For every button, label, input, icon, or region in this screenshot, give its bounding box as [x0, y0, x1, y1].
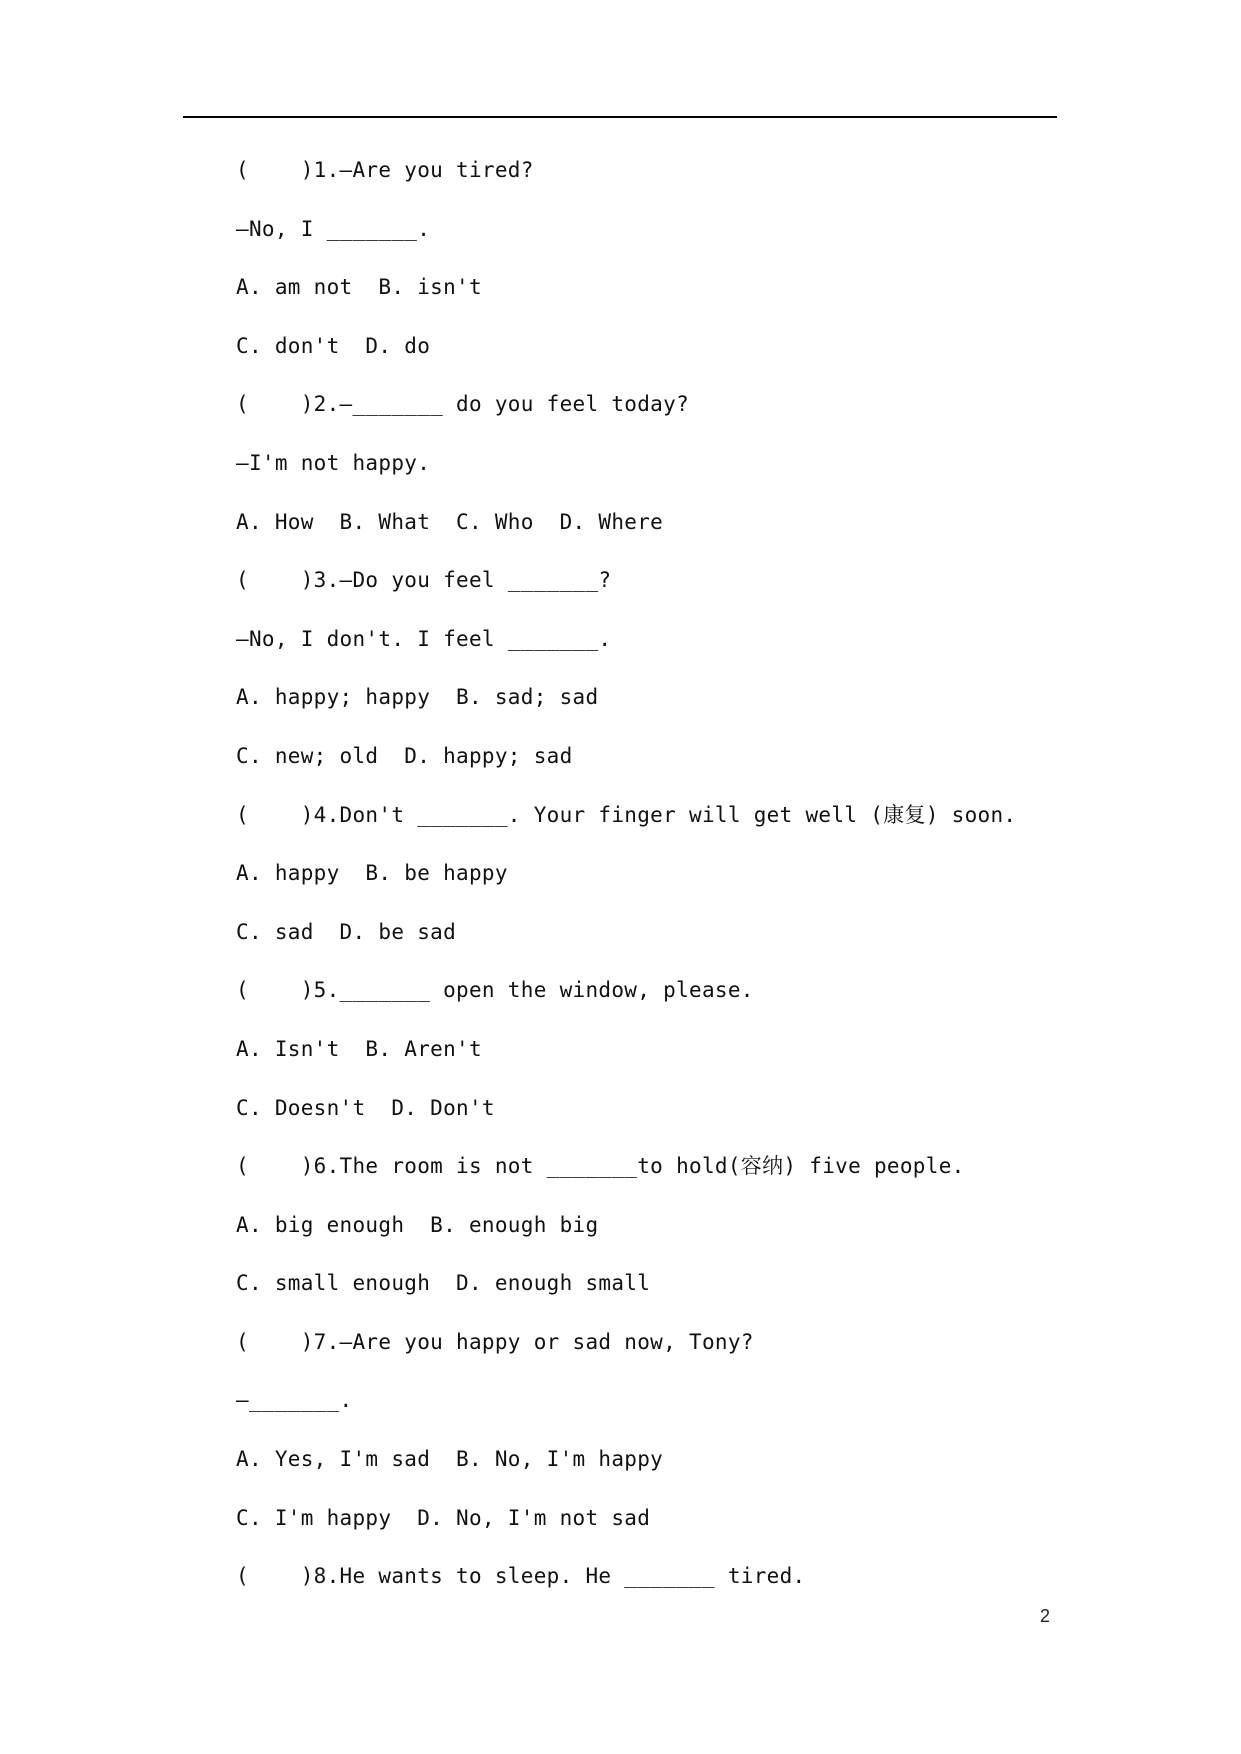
question-4-options-ab: A. happy B. be happy [236, 861, 508, 886]
question-3-response: —No, I don't. I feel _______. [236, 626, 612, 651]
question-1-options-cd: C. don't D. do [236, 333, 431, 358]
page-number: 2 [1040, 1606, 1051, 1626]
question-2-response: —I'm not happy. [236, 450, 431, 475]
worksheet-content [236, 150, 1076, 1615]
question-7-stem: ( )7.—Are you happy or sad now, Tony? [236, 1329, 754, 1354]
question-2-options: A. How B. What C. Who D. Where [236, 509, 664, 534]
question-8-stem: ( )8.He wants to sleep. He _______ tired. [236, 1564, 806, 1589]
question-2-stem: ( )2.—_______ do you feel today? [236, 392, 690, 417]
header-rule [183, 116, 1057, 118]
question-4-stem: ( )4.Don't _______. Your finger will get well (康复) soon. [236, 802, 1017, 827]
question-3-options-ab: A. happy; happy B. sad; sad [236, 685, 599, 710]
question-1-stem: ( )1.—Are you tired? [236, 158, 534, 182]
question-7-response: —_______. [236, 1388, 353, 1413]
question-5-stem: ( )5._______ open the window, please. [236, 978, 754, 1003]
question-6-options-cd: C. small enough D. enough small [236, 1271, 651, 1296]
question-1-response: —No, I _______. [236, 216, 431, 241]
question-7-options-cd: C. I'm happy D. No, I'm not sad [236, 1505, 651, 1530]
question-1-options-ab: A. am not B. isn't [236, 275, 482, 300]
question-4-options-cd: C. sad D. be sad [236, 919, 457, 944]
question-6-options-ab: A. big enough B. enough big [236, 1212, 599, 1237]
question-3-stem: ( )3.—Do you feel _______? [236, 568, 612, 593]
question-6-stem: ( )6.The room is not _______to hold(容纳) five people. [236, 1154, 965, 1179]
question-5-options-ab: A. Isn't B. Aren't [236, 1036, 482, 1061]
question-5-options-cd: C. Doesn't D. Don't [236, 1095, 495, 1120]
question-3-options-cd: C. new; old D. happy; sad [236, 743, 573, 768]
question-7-options-ab: A. Yes, I'm sad B. No, I'm happy [236, 1447, 664, 1472]
